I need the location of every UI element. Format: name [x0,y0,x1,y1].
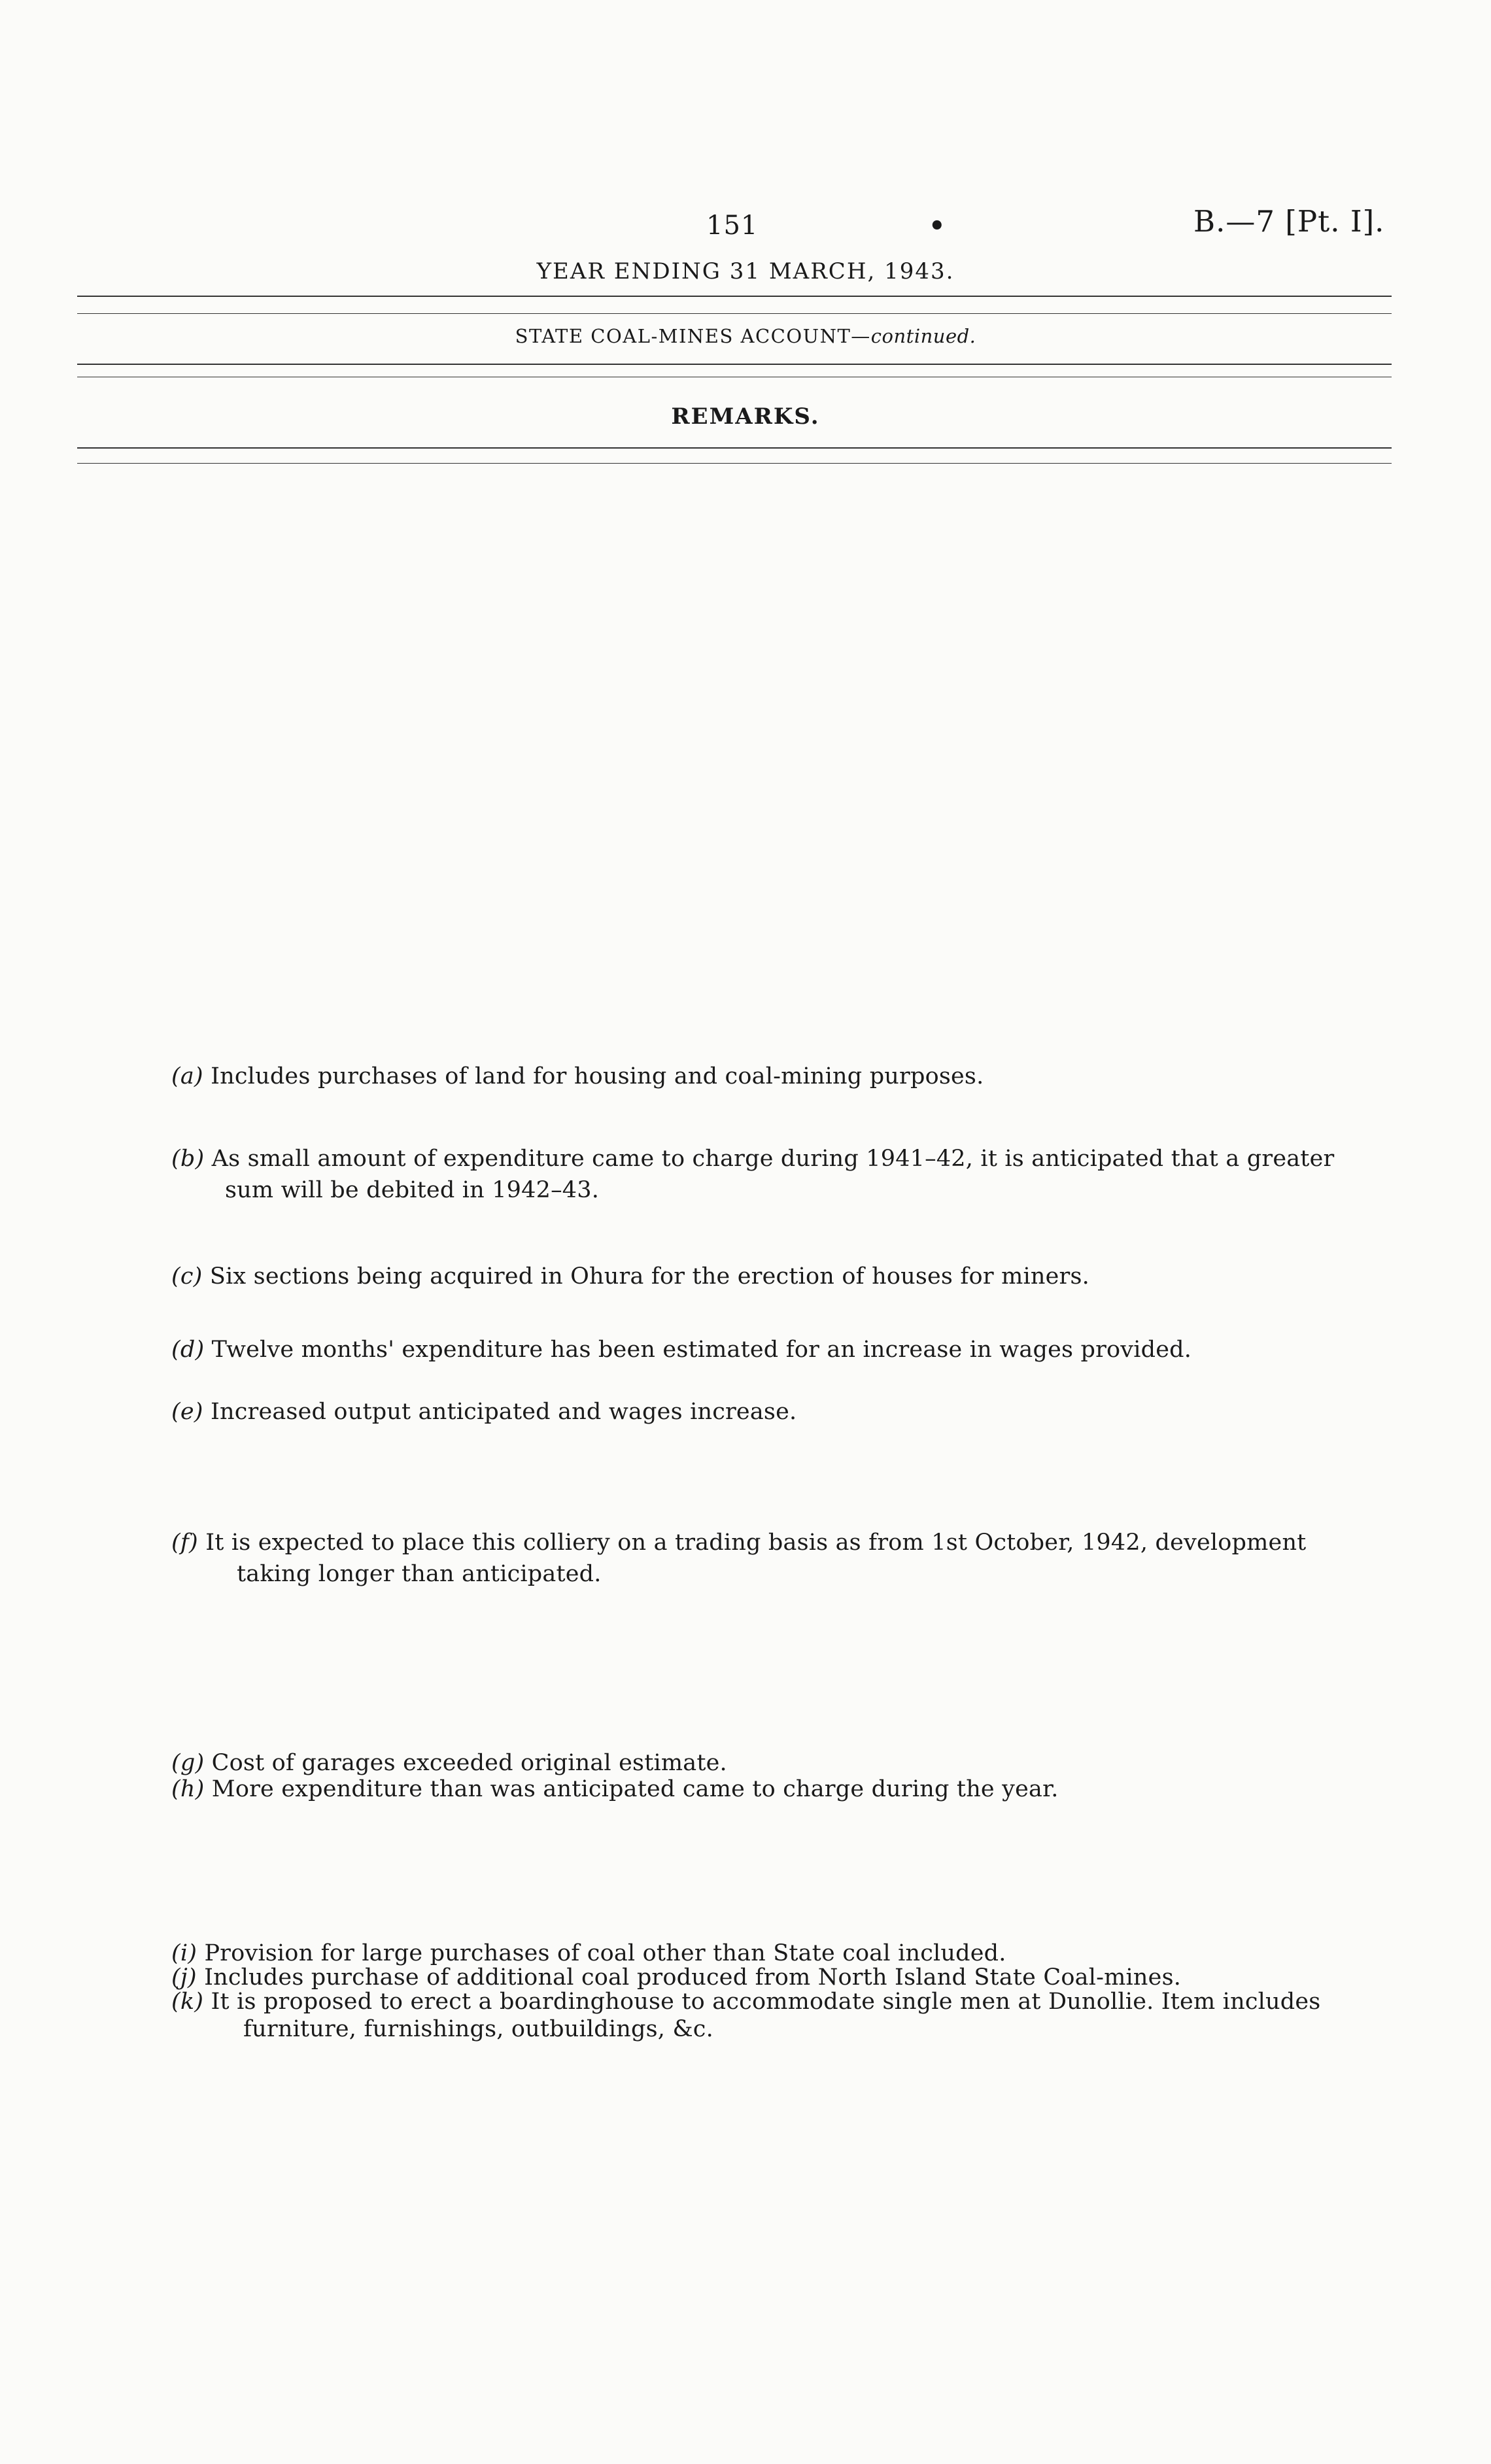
remark-d [171,1334,1191,1365]
remark-letter: (i) [171,1940,197,1966]
remark-letter: (c) [171,1263,203,1290]
remark-e [171,1396,797,1428]
remark-text: Twelve months' expenditure has been estimated for an increase in wages provided. [211,1337,1192,1363]
page-number: 151 [706,211,759,241]
year-heading: YEAR ENDING 31 MARCH, 1943. [536,258,955,284]
remark-text: It is expected to place this colliery on a trading basis as from 1st October, 1942, development [205,1530,1307,1556]
remark-k [171,1986,1320,2045]
remark-letter: (j) [171,1964,197,1991]
account-heading-suffix: continued. [870,325,976,347]
remark-text: Provision for large purchases of coal other than State coal included. [204,1940,1006,1966]
remark-text: Cost of garages exceeded original estimate. [211,1750,727,1776]
rule-6 [77,463,1392,464]
document-reference: B.—7 [Pt. I]. [1193,204,1385,239]
remark-a [171,1061,984,1092]
account-heading-text: STATE COAL-MINES ACCOUNT— [515,325,871,347]
remark-text: As small amount of expenditure came to charge during 1941–42, it is anticipated that a greater [211,1146,1335,1172]
remark-letter: (a) [171,1063,203,1089]
remark-text: Includes purchase of additional coal produced from North Island State Coal-mines. [204,1964,1182,1991]
remark-text: Includes purchases of land for housing and coal-mining purposes. [211,1063,984,1089]
remark-letter: (e) [171,1399,203,1425]
remarks-heading: REMARKS. [671,403,820,430]
remark-letter: (d) [171,1337,205,1363]
remark-letter: (k) [171,1989,204,2015]
remark-letter: (g) [171,1750,205,1776]
account-heading [0,325,1491,347]
rule-5 [77,447,1392,449]
remark-letter: (h) [171,1776,205,1802]
remark-text: Six sections being acquired in Ohura for the erection of houses for miners. [209,1263,1089,1290]
rule-1 [77,296,1392,297]
remark-b [171,1143,1334,1206]
rule-2 [77,313,1392,314]
remark-f [171,1527,1306,1590]
remark-text: Increased output anticipated and wages increase. [210,1399,797,1425]
remark-letter: (b) [171,1146,205,1172]
remark-text: It is proposed to erect a boardinghouse to accommodate single men at Dunollie. Item includes [211,1989,1321,2015]
page-dot: • [929,211,946,241]
remark-letter: (f) [171,1530,198,1556]
remark-continuation: sum will be debited in 1942–43. [225,1177,600,1203]
remark-c [171,1261,1089,1292]
remark-text: More expenditure than was anticipated came to charge during the year. [211,1776,1059,1802]
remark-h [171,1773,1059,1805]
remark-continuation: taking longer than anticipated. [237,1561,602,1587]
remark-continuation: furniture, furnishings, outbuildings, &c. [243,2016,713,2042]
rule-3 [77,364,1392,365]
